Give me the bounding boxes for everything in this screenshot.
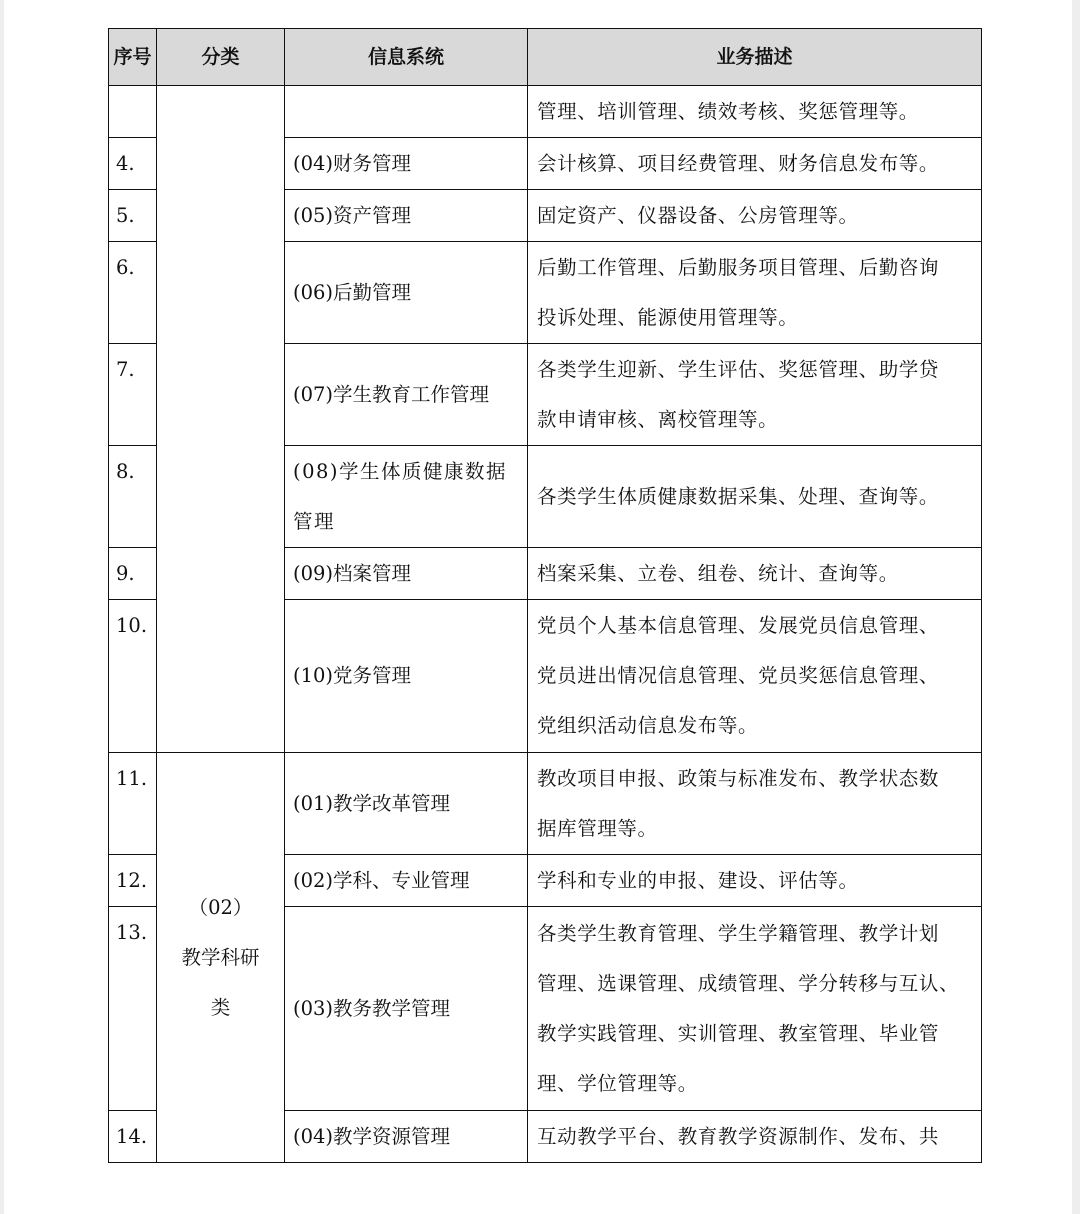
system-name: (09)档案管理 bbox=[285, 548, 528, 600]
system-name: (05)资产管理 bbox=[285, 190, 528, 242]
system-name: (04)财务管理 bbox=[285, 138, 528, 190]
description: 后勤工作管理、后勤服务项目管理、后勤咨询 投诉处理、能源使用管理等。 bbox=[528, 242, 982, 344]
category-cell-02 bbox=[157, 753, 285, 1163]
description: 档案采集、立卷、组卷、统计、查询等。 bbox=[528, 548, 982, 600]
header-system: 信息系统 bbox=[285, 29, 528, 86]
description: 固定资产、仪器设备、公房管理等。 bbox=[528, 190, 982, 242]
system-name: (03)教务教学管理 bbox=[285, 907, 528, 1111]
description: 学科和专业的申报、建设、评估等。 bbox=[528, 855, 982, 907]
description: 会计核算、项目经费管理、财务信息发布等。 bbox=[528, 138, 982, 190]
system-name: (02)学科、专业管理 bbox=[285, 855, 528, 907]
row-number bbox=[109, 86, 157, 138]
row-number: 4. bbox=[109, 138, 157, 190]
row-number: 13. bbox=[109, 907, 157, 1111]
system-name bbox=[285, 86, 528, 138]
description: 各类学生迎新、学生评估、奖惩管理、助学贷 款申请审核、离校管理等。 bbox=[528, 344, 982, 446]
row-number: 6. bbox=[109, 242, 157, 344]
description: 互动教学平台、教育教学资源制作、发布、共 bbox=[528, 1111, 982, 1163]
category-name: 教学科研 bbox=[181, 945, 260, 969]
document-page bbox=[4, 0, 1072, 1214]
system-name: (04)教学资源管理 bbox=[285, 1111, 528, 1163]
row-number: 9. bbox=[109, 548, 157, 600]
header-category: 分类 bbox=[157, 29, 285, 86]
header-description: 业务描述 bbox=[528, 29, 982, 86]
system-name: (10)党务管理 bbox=[285, 600, 528, 753]
row-number: 7. bbox=[109, 344, 157, 446]
table-row bbox=[109, 753, 982, 855]
info-system-table bbox=[108, 28, 982, 1163]
header-seq: 序号 bbox=[109, 29, 157, 86]
system-name: (01)教学改革管理 bbox=[285, 753, 528, 855]
row-number: 12. bbox=[109, 855, 157, 907]
category-name-cont: 类 bbox=[210, 995, 231, 1019]
system-name: (07)学生教育工作管理 bbox=[285, 344, 528, 446]
row-number: 10. bbox=[109, 600, 157, 753]
category-cell-01-continued bbox=[157, 86, 285, 753]
description: 各类学生教育管理、学生学籍管理、教学计划 管理、选课管理、成绩管理、学分转移与互认、 教学实践管理、实训管理、教室管理、毕业管 理、学位管理等。 bbox=[528, 907, 982, 1111]
row-number: 8. bbox=[109, 446, 157, 548]
row-number: 11. bbox=[109, 753, 157, 855]
description: 教改项目申报、政策与标准发布、教学状态数 据库管理等。 bbox=[528, 753, 982, 855]
system-name: (06)后勤管理 bbox=[285, 242, 528, 344]
row-number: 5. bbox=[109, 190, 157, 242]
description: 党员个人基本信息管理、发展党员信息管理、 党员进出情况信息管理、党员奖惩信息管理、 党组织活动信息发布等。 bbox=[528, 600, 982, 753]
system-name: (08)学生体质健康数据管理 bbox=[285, 446, 528, 548]
table-header-row bbox=[109, 29, 982, 86]
table-row bbox=[109, 86, 982, 138]
description: 管理、培训管理、绩效考核、奖惩管理等。 bbox=[528, 86, 982, 138]
category-code: （02） bbox=[188, 895, 253, 919]
description: 各类学生体质健康数据采集、处理、查询等。 bbox=[528, 446, 982, 548]
row-number: 14. bbox=[109, 1111, 157, 1163]
